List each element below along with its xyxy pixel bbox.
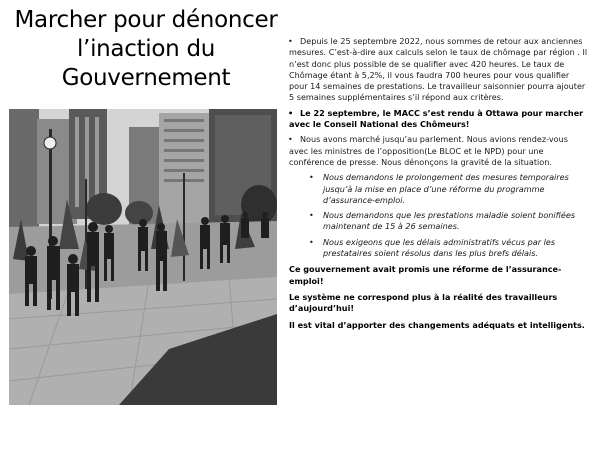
statement-2: Le système ne correspond plus à la réalité des travailleurs d’aujourd’hui! <box>289 291 558 314</box>
bullet-1 <box>289 36 589 104</box>
bullet-dot: • <box>288 134 293 145</box>
march-photo <box>9 109 277 405</box>
title-line-2: l’inaction du <box>76 36 216 62</box>
sub-bullet-2 <box>309 210 589 233</box>
title-line-1: Marcher pour dénoncer <box>14 7 278 33</box>
bullet-dot: • <box>309 236 314 247</box>
sub-bullet-text: Nous demandons que les prestations maladie soient bonifiées maintenant de 15 à 26 semaines. <box>323 210 576 232</box>
sub-bullet-text: Nous exigeons que les délais administratifs vécus par les prestataires soient résolus dans les plus brefs délais. <box>323 236 556 259</box>
bullet-dot: • <box>288 36 293 46</box>
statement-1: Ce gouvernement avait promis une réforme de l’assurance-emploi! <box>289 264 562 286</box>
bullet-2 <box>289 108 589 131</box>
title-line-3: Gouvernement <box>61 65 231 91</box>
slide-title <box>8 6 284 93</box>
bullet-text: Depuis le 25 septembre 2022, nous sommes de retour aux anciennes mesures. C’est-à-dire aux calculs selon le taux de chômage par région . Il n’est donc plus possible de se qualifier avec 420 heures. Le taux de Chômage étant à 5,2%, il vous faudra 700 heures pour vous qualifier pour 14 semaines de prestations. Le travailleur saisonnier pourra ajouter 5 semaines supplémentaires s’il répond aux critères. <box>289 36 588 103</box>
march-photo-image <box>9 109 277 405</box>
sub-bullet-3 <box>309 236 589 260</box>
sub-bullet-1 <box>309 172 589 206</box>
bullet-text: Le 22 septembre, le MACC s’est rendu à Ottawa pour marcher avec le Conseil National des Chômeurs! <box>289 107 584 130</box>
bullet-3 <box>289 134 589 168</box>
bullet-text: Nous avons marché jusqu’au parlement. Nous avions rendez-vous avec les ministres de l’opposition(Le BLOC et le NPD) pour une conférence de presse. Nous dénonçons la gravité de la situation. <box>289 134 568 167</box>
text-column <box>289 36 589 335</box>
statement-3: Il est vital d’apporter des changements adéquats et intelligents. <box>289 319 585 330</box>
bullet-dot: • <box>309 172 314 183</box>
bullet-dot: • <box>288 107 294 118</box>
bullet-dot: • <box>309 210 314 221</box>
sub-bullet-text: Nous demandons le prolongement des mesures temporaires jusqu’à la mise en place d’une réforme du programme d’assurance-emploi. <box>323 172 569 205</box>
